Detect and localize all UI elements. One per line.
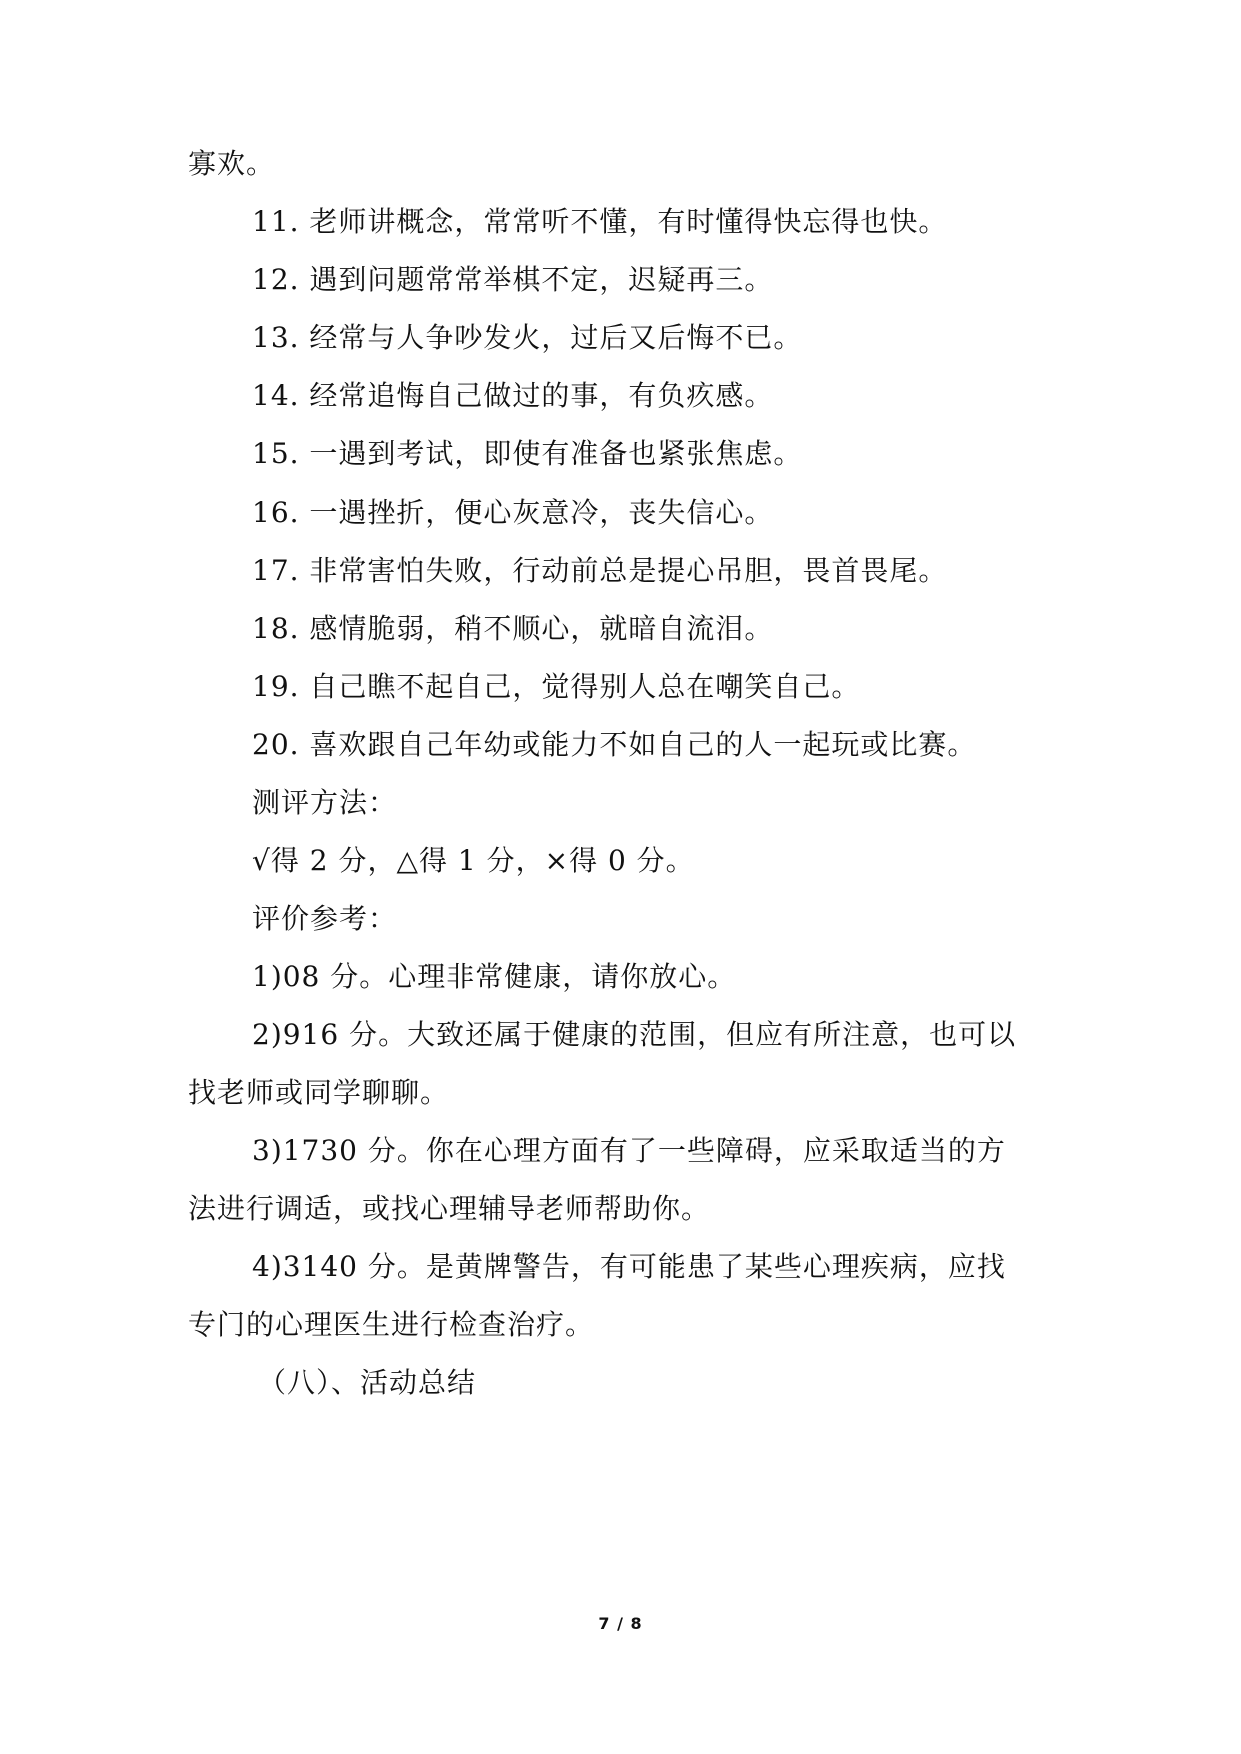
page-number: 7 / 8 (598, 1614, 643, 1633)
reference-item-continuation: 找老师或同学聊聊。 (188, 1076, 450, 1109)
method-text: √得 2 分，△得 1 分，×得 0 分。 (252, 844, 695, 877)
method-heading: 测评方法： (252, 786, 398, 819)
list-item: 20. 喜欢跟自己年幼或能力不如自己的人一起玩或比赛。 (252, 728, 977, 761)
list-item: 18. 感情脆弱，稍不顺心，就暗自流泪。 (252, 612, 774, 645)
reference-item: 1)08 分。心理非常健康，请你放心。 (252, 960, 737, 993)
continuation-text: 寡欢。 (188, 147, 276, 180)
reference-item: 2)916 分。大致还属于健康的范围，但应有所注意，也可以 (252, 1018, 1017, 1051)
reference-heading: 评价参考： (252, 902, 398, 935)
reference-item-continuation: 法进行调适，或找心理辅导老师帮助你。 (188, 1192, 711, 1225)
list-item: 12. 遇到问题常常举棋不定，迟疑再三。 (252, 263, 774, 296)
list-item: 11. 老师讲概念，常常听不懂，有时懂得快忘得也快。 (252, 205, 948, 238)
list-item: 17. 非常害怕失败，行动前总是提心吊胆，畏首畏尾。 (252, 554, 948, 587)
list-item: 13. 经常与人争吵发火，过后又后悔不已。 (252, 321, 803, 354)
section-heading: （八）、活动总结 (258, 1366, 477, 1399)
reference-item: 4)3140 分。是黄牌警告，有可能患了某些心理疾病，应找 (252, 1250, 1006, 1283)
list-item: 16. 一遇挫折，便心灰意冷，丧失信心。 (252, 496, 774, 529)
reference-item-continuation: 专门的心理医生进行检查治疗。 (188, 1308, 595, 1341)
list-item: 19. 自己瞧不起自己，觉得别人总在嘲笑自己。 (252, 670, 861, 703)
list-item: 15. 一遇到考试，即使有准备也紧张焦虑。 (252, 437, 803, 470)
reference-item: 3)1730 分。你在心理方面有了一些障碍，应采取适当的方 (252, 1134, 1006, 1167)
list-item: 14. 经常追悔自己做过的事，有负疚感。 (252, 379, 774, 412)
